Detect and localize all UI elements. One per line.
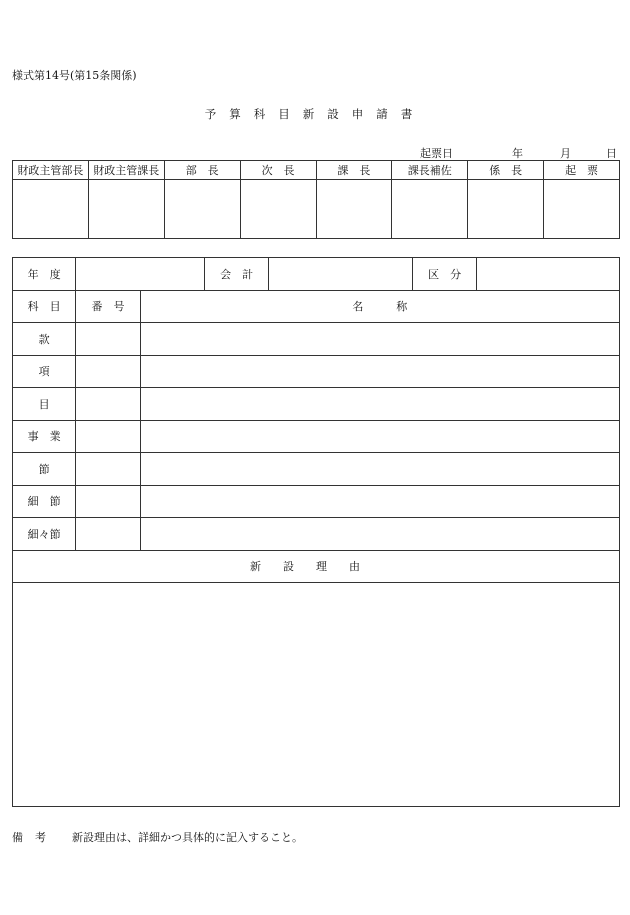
number-field[interactable]	[76, 453, 140, 486]
name-field[interactable]	[140, 485, 619, 518]
number-field[interactable]	[76, 485, 140, 518]
stamp-box[interactable]	[13, 180, 89, 239]
subject-row	[13, 388, 620, 421]
subject-row	[13, 518, 620, 551]
document-title: 予算科目新設申請書	[204, 107, 426, 121]
reason-field[interactable]	[13, 583, 620, 807]
stamp-box[interactable]	[392, 180, 468, 239]
reason-header-row	[13, 550, 620, 583]
account-field[interactable]	[269, 258, 413, 291]
subject-label: 細々節	[13, 518, 76, 551]
remarks	[12, 829, 303, 845]
name-field[interactable]	[140, 453, 619, 486]
subject-row	[13, 355, 620, 388]
subject-label: 細 節	[13, 485, 76, 518]
stamp-box[interactable]	[316, 180, 392, 239]
info-row	[13, 258, 620, 291]
approval-header-4: 課 長	[316, 161, 392, 180]
subject-row	[13, 420, 620, 453]
name-field[interactable]	[140, 518, 619, 551]
subject-label: 目	[13, 388, 76, 421]
category-label: 区 分	[412, 258, 476, 291]
fiscal-year-field[interactable]	[76, 258, 205, 291]
reason-header: 新設理由	[13, 550, 620, 583]
category-field[interactable]	[477, 258, 620, 291]
approval-stamp-row	[13, 180, 620, 239]
subject-row	[13, 485, 620, 518]
subject-row	[13, 323, 620, 356]
subject-label: 項	[13, 355, 76, 388]
number-field[interactable]	[76, 420, 140, 453]
approval-header-3: 次 長	[240, 161, 316, 180]
stamp-box[interactable]	[88, 180, 164, 239]
approval-header-7: 起 票	[544, 161, 620, 180]
date-month: 月	[560, 147, 571, 160]
name-header: 名 称	[140, 290, 619, 323]
approval-header-0: 財政主管部長	[13, 161, 89, 180]
subject-header: 科 目	[13, 290, 76, 323]
subject-row	[13, 453, 620, 486]
date-label: 起票日	[420, 147, 453, 160]
name-field[interactable]	[140, 355, 619, 388]
approval-stamp-table	[12, 160, 620, 239]
stamp-box[interactable]	[468, 180, 544, 239]
remarks-text: 新設理由は、詳細かつ具体的に記入すること。	[72, 831, 303, 844]
fiscal-year-label: 年 度	[13, 258, 76, 291]
name-field[interactable]	[140, 420, 619, 453]
subject-header-row	[13, 290, 620, 323]
account-label: 会 計	[204, 258, 268, 291]
number-field[interactable]	[76, 518, 140, 551]
approval-header-6: 係 長	[468, 161, 544, 180]
number-field[interactable]	[76, 323, 140, 356]
name-field[interactable]	[140, 323, 619, 356]
approval-header-1: 財政主管課長	[88, 161, 164, 180]
subject-label: 事 業	[13, 420, 76, 453]
form-number: 様式第14号(第15条関係)	[12, 69, 137, 82]
number-header: 番 号	[76, 290, 140, 323]
date-day: 日	[606, 147, 617, 160]
stamp-box[interactable]	[240, 180, 316, 239]
name-field[interactable]	[140, 388, 619, 421]
number-field[interactable]	[76, 388, 140, 421]
subject-label: 款	[13, 323, 76, 356]
number-field[interactable]	[76, 355, 140, 388]
approval-header-2: 部 長	[164, 161, 240, 180]
approval-header-row	[13, 161, 620, 180]
remarks-label: 備考	[12, 831, 58, 844]
stamp-box[interactable]	[164, 180, 240, 239]
main-form-table	[12, 257, 620, 807]
approval-header-5: 課長補佐	[392, 161, 468, 180]
subject-label: 節	[13, 453, 76, 486]
reason-body-row	[13, 583, 620, 807]
date-year: 年	[512, 147, 523, 160]
stamp-box[interactable]	[544, 180, 620, 239]
